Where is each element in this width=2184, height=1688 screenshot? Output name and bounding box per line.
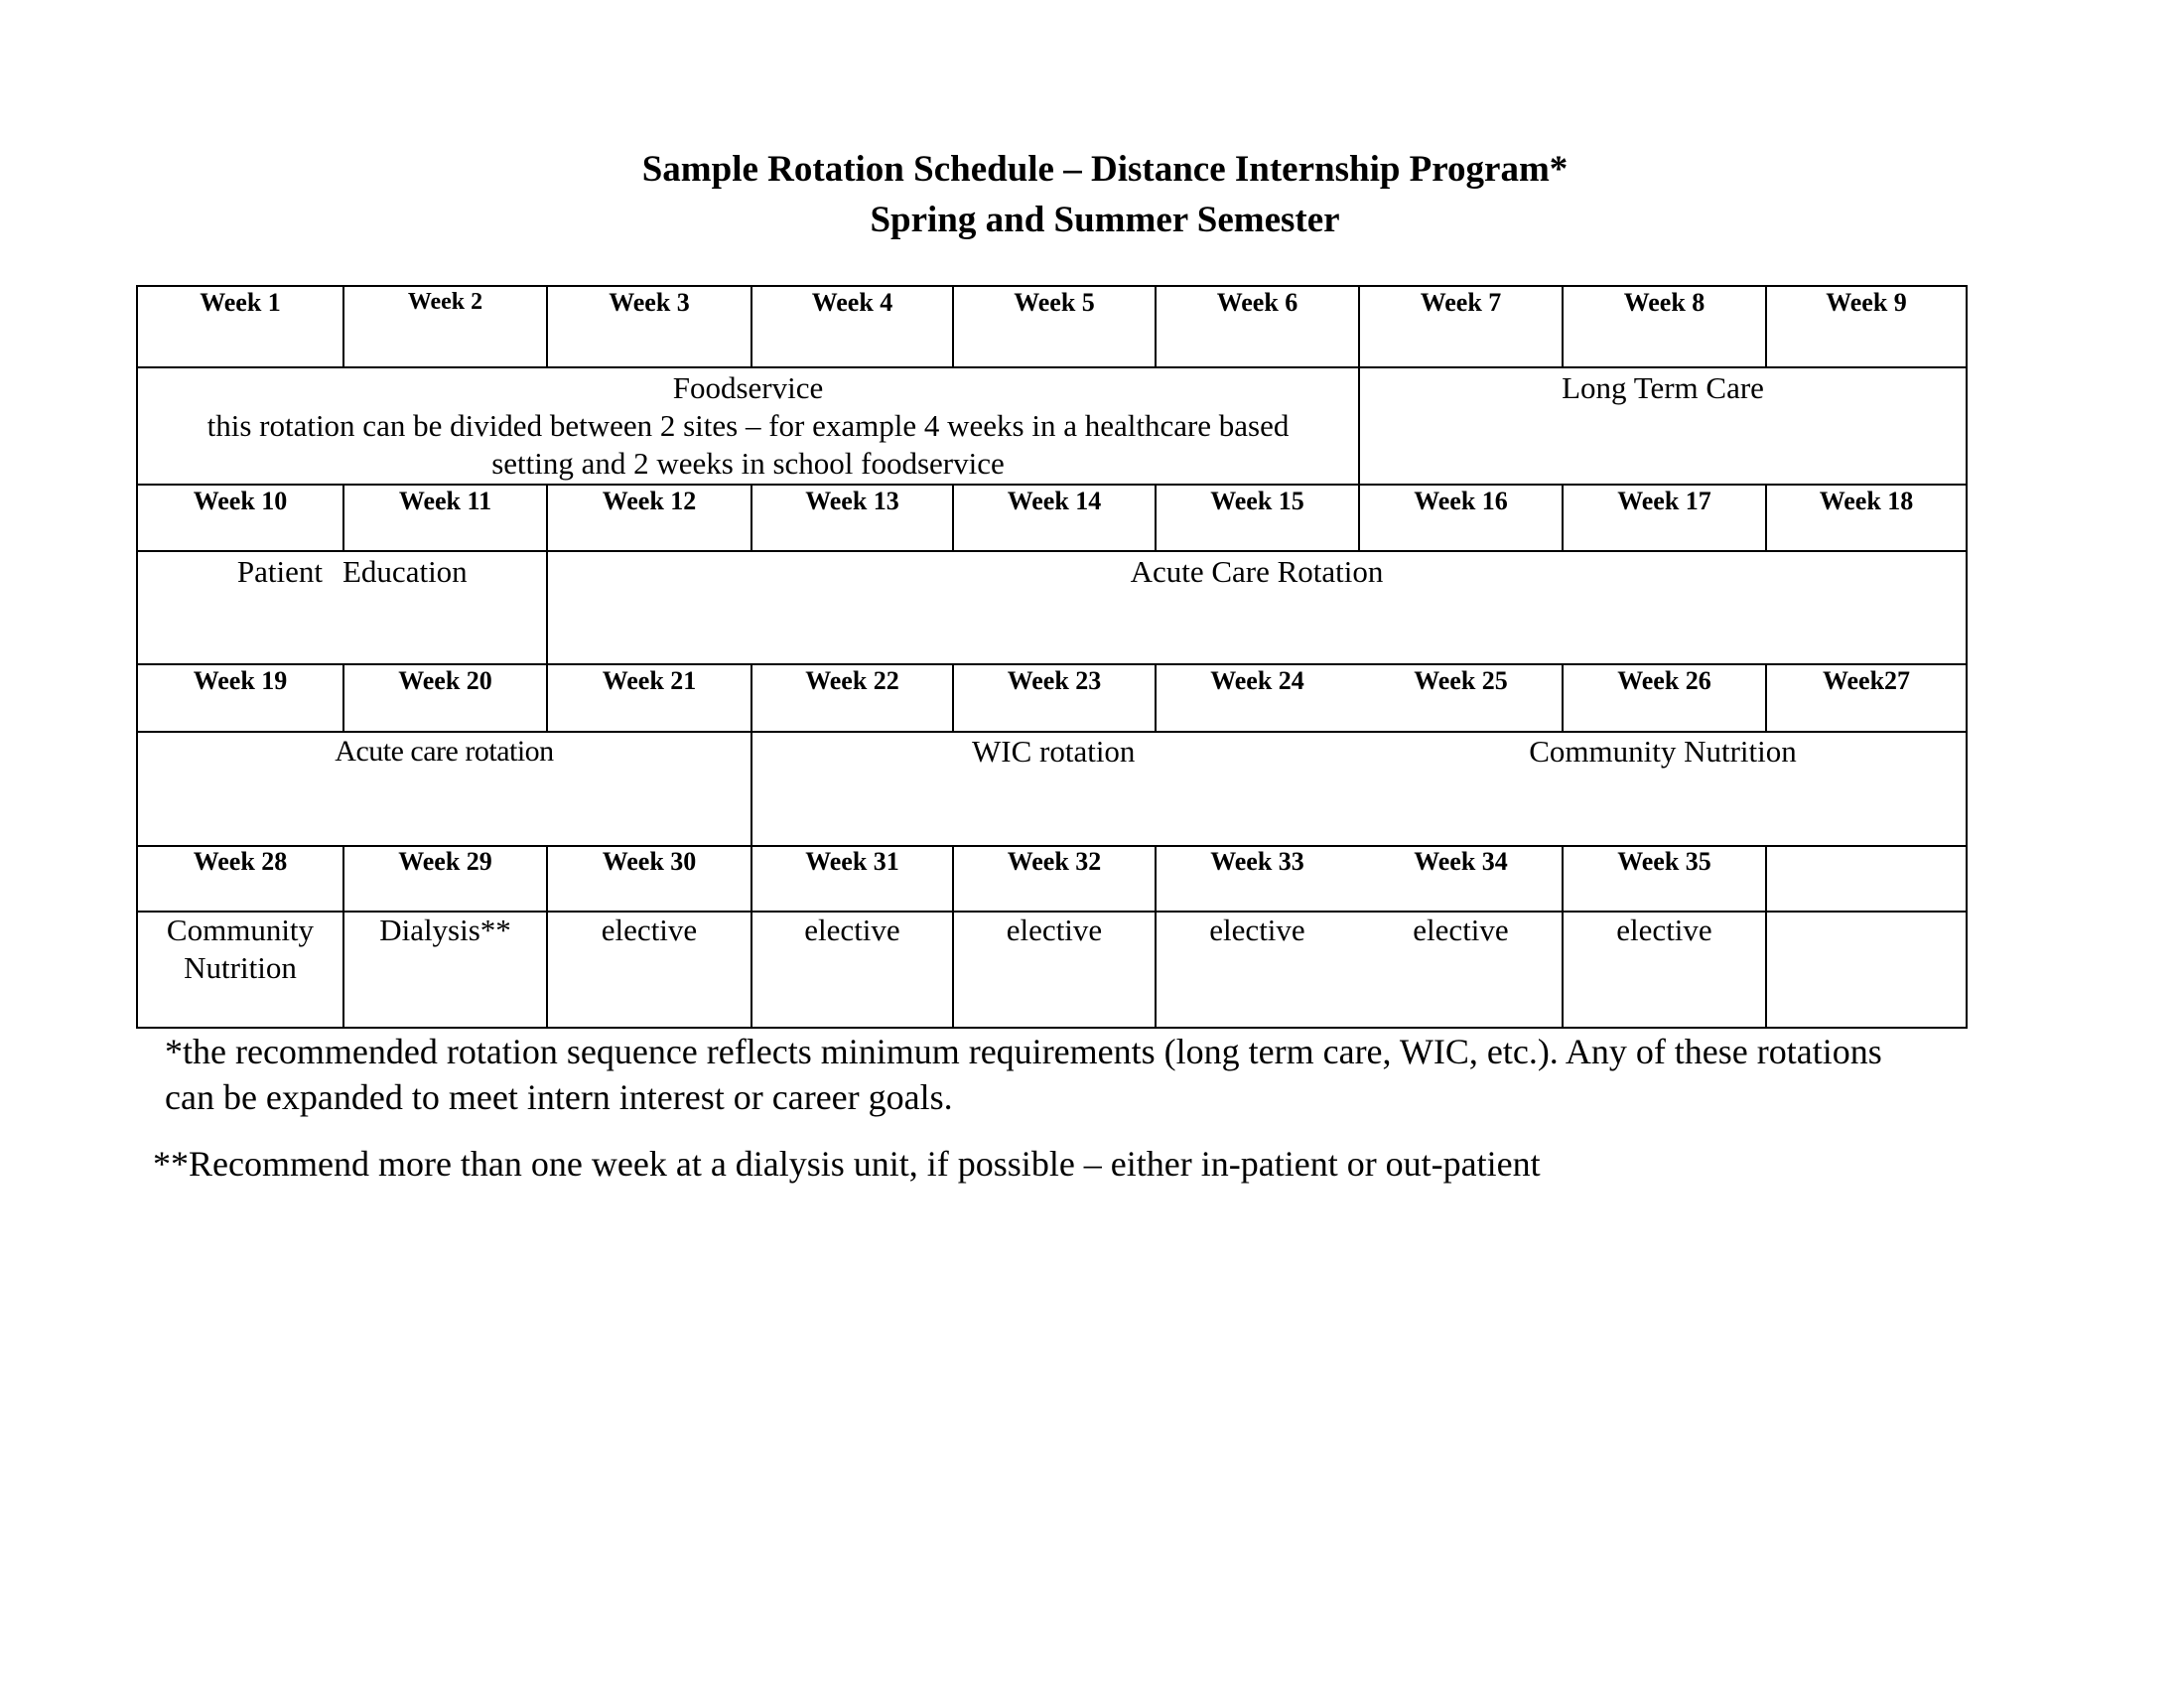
week-header-cell: Week 11 bbox=[398, 487, 492, 515]
foodservice-title: Foodservice bbox=[672, 370, 824, 405]
week-header-cell: Week 30 bbox=[602, 847, 697, 876]
week-header-cell: Week 26 bbox=[1617, 666, 1711, 695]
week-header-cell: Week 32 bbox=[1007, 847, 1102, 876]
week-header-cell: Week 21 bbox=[602, 666, 697, 695]
footnote-1-line2: can be expanded to meet intern interest or career goals. bbox=[165, 1077, 953, 1117]
page-subtitle: Spring and Summer Semester bbox=[870, 200, 1340, 240]
week-header-cell: Week 31 bbox=[805, 847, 899, 876]
week-header-cell: Week 3 bbox=[609, 288, 690, 317]
elective-cell: elective bbox=[1209, 913, 1305, 947]
week-header-cell: Week 25 bbox=[1414, 666, 1508, 695]
acute-care-rotation-2: Acute care rotation bbox=[335, 735, 554, 768]
foodservice-rotation bbox=[138, 369, 1358, 483]
week-header-cell: Week 23 bbox=[1007, 666, 1102, 695]
week-header-cell: Week 35 bbox=[1617, 847, 1711, 876]
week-header-cell: Week 12 bbox=[602, 487, 697, 515]
footnote-1 bbox=[165, 1029, 2160, 1120]
page-title: Sample Rotation Schedule – Distance Internship Program* bbox=[641, 149, 1569, 190]
week-header-cell: Week 14 bbox=[1007, 487, 1102, 515]
community-line2: Nutrition bbox=[184, 950, 297, 985]
elective-cell: elective bbox=[1006, 913, 1103, 947]
week-header-cell: Week 29 bbox=[398, 847, 492, 876]
week-header-cell: Week 9 bbox=[1826, 288, 1907, 317]
week-header-cell: Week 10 bbox=[193, 487, 288, 515]
footnote-2: **Recommend more than one week at a dialysis unit, if possible – either in-patient or out-patient bbox=[153, 1144, 1541, 1184]
elective-cell: elective bbox=[1616, 913, 1712, 947]
patient-label: Patient bbox=[236, 554, 323, 589]
week-header-cell: Week 13 bbox=[805, 487, 899, 515]
week-header-cell: Week 20 bbox=[398, 666, 492, 695]
week-header-cell: Week 22 bbox=[805, 666, 899, 695]
week-header-cell: Week 33 bbox=[1210, 847, 1304, 876]
week-header-cell: Week 4 bbox=[811, 288, 893, 317]
week-header-cell: Week 34 bbox=[1414, 847, 1508, 876]
community-nutrition-cell bbox=[138, 912, 342, 987]
foodservice-note-line2: setting and 2 weeks in school foodservice bbox=[491, 446, 1005, 481]
wic-rotation: WIC rotation bbox=[972, 734, 1136, 769]
community-nutrition-rotation: Community Nutrition bbox=[1529, 734, 1797, 769]
acute-care-rotation: Acute Care Rotation bbox=[1130, 554, 1384, 589]
week-header-cell: Week 7 bbox=[1420, 288, 1502, 317]
foodservice-note-line1: this rotation can be divided between 2 sites – for example 4 weeks in a healthcare based bbox=[206, 408, 1290, 443]
long-term-care-rotation: Long Term Care bbox=[1562, 370, 1764, 405]
week-header-cell: Week 15 bbox=[1210, 487, 1304, 515]
footnote-1-line1: *the recommended rotation sequence reflects minimum requirements (long term care, WIC, etc.). Any of these rotations bbox=[165, 1032, 1882, 1071]
week-header-cell: Week 6 bbox=[1216, 288, 1298, 317]
week-header-cell: Week 1 bbox=[200, 288, 281, 317]
week-header-cell: Week 2 bbox=[407, 289, 483, 315]
education-label: Education bbox=[342, 554, 468, 589]
week-header-cell: Week 17 bbox=[1617, 487, 1711, 515]
week-header-cell: Week 5 bbox=[1014, 288, 1095, 317]
elective-cell: elective bbox=[601, 913, 698, 947]
week-header-cell: Week 16 bbox=[1414, 487, 1508, 515]
week-header-cell: Week 28 bbox=[193, 847, 288, 876]
week-header-cell: Week 18 bbox=[1819, 487, 1914, 515]
elective-cell: elective bbox=[1413, 913, 1509, 947]
week-header-cell: Week 24 bbox=[1210, 666, 1304, 695]
elective-cell: elective bbox=[804, 913, 900, 947]
dialysis-cell: Dialysis** bbox=[379, 913, 511, 947]
week-header-cell: Week 19 bbox=[193, 666, 288, 695]
week-header-cell: Week27 bbox=[1822, 666, 1911, 695]
community-line1: Community bbox=[166, 913, 315, 947]
week-header-cell: Week 8 bbox=[1623, 288, 1706, 317]
